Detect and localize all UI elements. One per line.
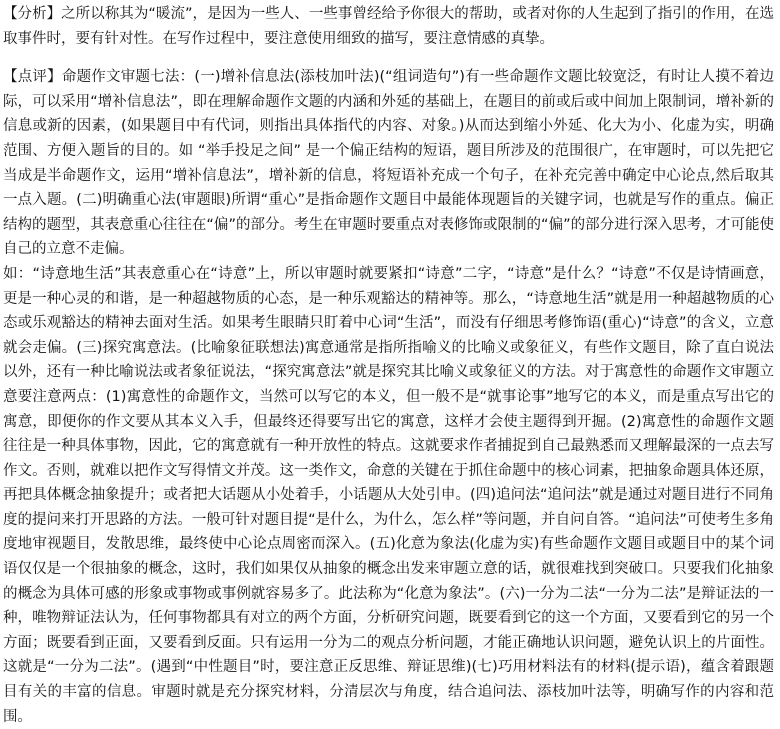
commentary-paragraph-continued: 如：“诗意地生活”其表意重心在“诗意”上，所以审题时就要紧扣“诗意”二字，“诗意”是什么？“诗意”不仅是诗情画意，更是一种心灵的和谐，是一种超越物质的心态，是一种乐观豁达的精神等。那么，“诗意地生活”就是用一种超越物质的心态或乐观豁达的精神去面对生活。如果考生眼睛只盯着中心词“生活”，而没有仔细思考修饰语(重心)“诗意”的含义，立意就会走偏。(三)探究寓意法。(比喻象征联想法)寓意通常是指所指喻义的比喻义或象征义，有些作文题目，除了直白说法以外，还有一种比喻说法或者象征说法，“探究寓意法”就是探究其比喻义或象征义的方法。对于寓意性的命题作文审题立意要注意两点：(1)寓意性的命题作文，当然可以写它的本义，但一般不是“就事论事”地写它的本义，而是重点写出它的寓意，即便你的作文要从其本义入手，但最终还得要写出它的寓意，这样才会使主题得到开掘。(2)寓意性的命题作文题往往是一种具体事物，因此，它的寓意就有一种开放性的特点。这就要求作者捕捉到自己最熟悉而又理解最深的一点去写作文。否则，就难以把作文写得情文并茂。这一类作文，命意的关键在于抓住命题中的核心词素，把抽象命题具体还原，再把具体概念抽象提升；或者把大话题从小处着手，小话题从大处引申。(四)追问法“追问法”就是通过对题目进行不同角度的提问来打开思路的方法。一般可针对题目提“是什么，为什么，怎么样”等问题，并自问自答。“追问法”可使考生多角度地审视题目，发散思维，最终使中心论点周密而深入。(五)化意为象法(化虚为实)有些命题作文题目或题目中的某个词语仅仅是一个很抽象的概念，这时，我们如果仅从抽象的概念出发来审题立意的话，就很难找到突破口。只要我们化抽象的概念为具体可感的形象或事物或事例就容易多了。此法称为“化意为象法”。(六)一分为二法“一分为二法”是辩证法的一种，唯物辩证法认为，任何事物都具有对立的两个方面，分析研究问题，既要看到它的这一个方面，又要看到它的另一个方面；既要看到正面，又要看到反面。只有运用一分为二的观点分析问题，才能正确地认识问题，避免认识上的片面性。这就是“一分为二法”。(遇到“中性题目”时，要注意正反思维、辩证思维)(七)巧用材料法有的材料(提示语)，蕴含着跟题目有关的丰富的信息。审题时就是充分探究材料，分清层次与角度，结合追问法、添枝加叶法等，明确写作的内容和范围。 <box>3 265 774 725</box>
commentary-paragraph: 【点评】命题作文审题七法：(一)增补信息法(添枝加叶法)(“组词造句”)有一些命题作文题比较宽泛，有时让人摸不着边际，可以采用“增补信息法”，即在理解命题作文题的内涵和外延的基础上，在题目的前或后或中间加上限制词，增补新的信息或新的因素，(如果题目中有代词，则指出具体指代的内容、对象。)从而达到缩小外延、化大为小、化虚为实，明确范围、方便入题旨的目的。如 “举手投足之间” 是一个偏正结构的短语，题目所涉及的范围很广，在审题时，可以先把它当成是半命题作文，运用“增补信息法”，增补新的信息，将短语补充成一个句子，在补充完善中确定中心论点,然后取其一点入题。(二)明确重心法(审题眼)所谓“重心”是指命题作文题目中最能体现题旨的关键字词，也就是写作的重点。偏正结构的题型，其表意重心往往在“偏”的部分。考生在审题时要重点对表修饰或限制的“偏”的部分进行深入思考，才可能使自己的立意不走偏。 <box>3 69 774 258</box>
analysis-paragraph: 【分析】之所以称其为“暖流”，是因为一些人、一些事曾经给予你很大的帮助，或者对你的人生起到了指引的作用，在选取事件时，要有针对性。在写作过程中，要注意使用细致的描写，要注意情感的真挚。 <box>3 6 774 47</box>
